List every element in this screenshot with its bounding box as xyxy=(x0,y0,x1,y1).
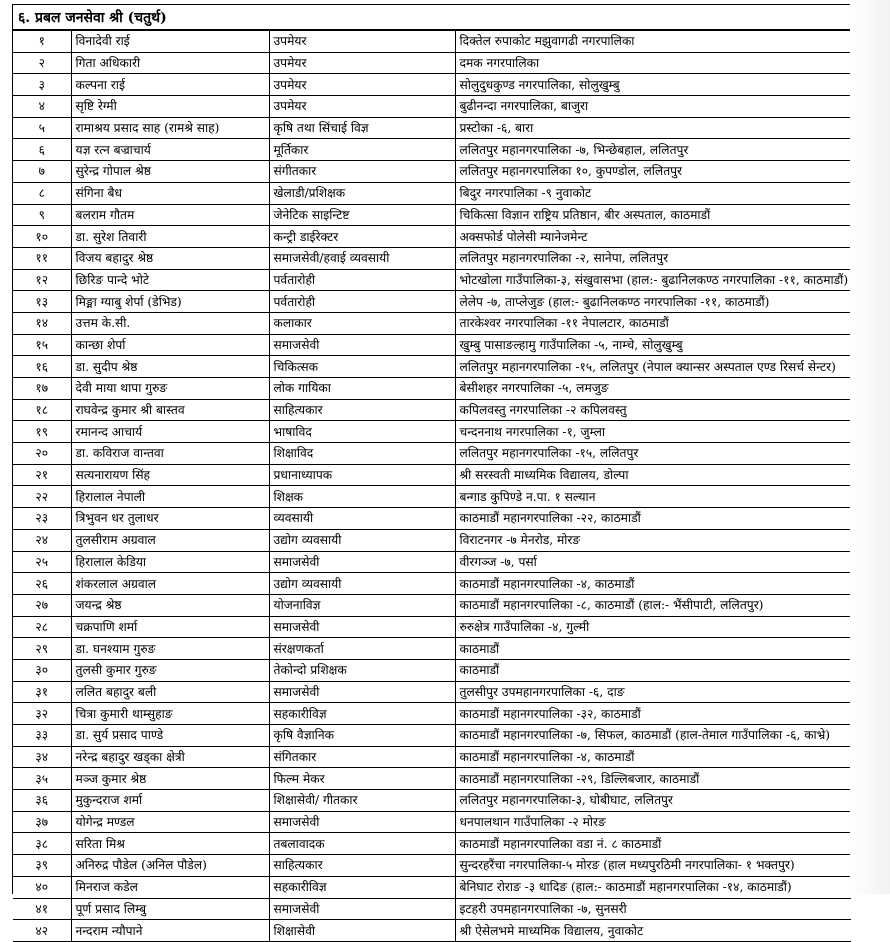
profession-cell: शिक्षासेवी/ गीतकार xyxy=(269,790,455,812)
recipient-name-cell: मञ्ज कुमार श्रेष्ठ xyxy=(71,768,269,790)
recipient-name-cell: नरेन्द्र बहादुर खड्का क्षेत्री xyxy=(71,746,269,768)
table-row xyxy=(13,334,851,356)
serial-number-cell: ३१ xyxy=(13,681,71,703)
page-shadow xyxy=(850,0,890,894)
recipient-name-cell: डा. सुर्य प्रसाद पाण्डे xyxy=(71,725,269,747)
recipient-name-cell: तुलसीराम अग्रवाल xyxy=(71,529,269,551)
profession-cell: पर्वतारोही xyxy=(269,291,455,313)
serial-number-cell: १० xyxy=(13,226,71,248)
address-cell: भोटखोला गाउँपालिका-३, संखुवासभा (हाल:- बुढानिलकण्ठ नगरपालिका -११, काठमाडौं) xyxy=(455,269,851,291)
address-cell: लेलेप -७, ताप्लेजुङ (हाल:- बुढानिलकण्ठ नगरपालिका -११, काठमाडौं) xyxy=(455,291,851,313)
table-row xyxy=(13,898,851,920)
serial-number-cell: ७ xyxy=(13,161,71,183)
table-row xyxy=(13,226,851,248)
profession-cell: समाजसेवी/हवाई व्यवसायी xyxy=(269,247,455,269)
recipient-name-cell: सत्यनारायण सिंह xyxy=(71,464,269,486)
profession-cell: समाजसेवी xyxy=(269,334,455,356)
table-row xyxy=(13,96,851,118)
profession-cell: लोक गायिका xyxy=(269,378,455,400)
serial-number-cell: ३६ xyxy=(13,790,71,812)
serial-number-cell: २५ xyxy=(13,551,71,573)
table-row xyxy=(13,31,851,53)
serial-number-cell: १६ xyxy=(13,356,71,378)
recipient-name-cell: त्रिभुवन धर तुलाधर xyxy=(71,508,269,530)
profession-cell: उपमेयर xyxy=(269,52,455,74)
table-row xyxy=(13,291,851,313)
profession-cell: कृषि तथा सिंचाई विज्ञ xyxy=(269,117,455,139)
serial-number-cell: ३८ xyxy=(13,833,71,855)
address-cell: ललितपुर महानगरपालिका -७, भिन्छेबहाल, ललितपुर xyxy=(455,139,851,161)
table-row xyxy=(13,594,851,616)
profession-cell: प्रधानाध्यापक xyxy=(269,464,455,486)
recipient-name-cell: हिरालाल नेपाली xyxy=(71,486,269,508)
recipient-name-cell: अनिरुद्र पौडेल (अनिल पौडेल) xyxy=(71,855,269,877)
profession-cell: व्यवसायी xyxy=(269,508,455,530)
section-title: ६. प्रबल जनसेवा श्री (चतुर्थ) xyxy=(13,4,851,30)
serial-number-cell: २३ xyxy=(13,508,71,530)
address-cell: दमक नगरपालिका xyxy=(455,52,851,74)
serial-number-cell: ३ xyxy=(13,74,71,96)
profession-cell: उद्योग व्यवसायी xyxy=(269,529,455,551)
profession-cell: उपमेयर xyxy=(269,74,455,96)
profession-cell: उपमेयर xyxy=(269,31,455,53)
address-cell: काठमाडौं महानगरपालिका -२९, डिल्लिबजार, काठमाडौं xyxy=(455,768,851,790)
address-cell: बेनिघाट रोराङ -३ धादिङ (हाल:- काठमाडौं महानगरपालिका -१४, काठमाडौं) xyxy=(455,876,851,898)
serial-number-cell: २६ xyxy=(13,573,71,595)
table-row xyxy=(13,508,851,530)
profession-cell: समाजसेवी xyxy=(269,898,455,920)
serial-number-cell: ३४ xyxy=(13,746,71,768)
recipient-name-cell: चक्रपाणि शर्मा xyxy=(71,616,269,638)
address-cell: श्री ऐसेलभमे माध्यमिक विद्यालय, नुवाकोट xyxy=(455,920,851,942)
profession-cell: समाजसेवी xyxy=(269,616,455,638)
table-row xyxy=(13,855,851,877)
table-row xyxy=(13,204,851,226)
recipient-name-cell: सृष्टि रेग्मी xyxy=(71,96,269,118)
serial-number-cell: १८ xyxy=(13,399,71,421)
profession-cell: कलाकार xyxy=(269,312,455,334)
recipient-name-cell: योगेन्द्र मण्डल xyxy=(71,811,269,833)
address-cell: सुन्दरहरैंचा नगरपालिका-५ मोरङ (हाल मध्यपुरठिमी नगरपालिका- १ भक्तपुर) xyxy=(455,855,851,877)
address-cell: चिकित्सा विज्ञान राष्ट्रिय प्रतिष्ठान, बीर अस्पताल, काठमाडौं xyxy=(455,204,851,226)
address-cell: ललितपुर महानगरपालिका १०, कुपण्डोल, ललितपुर xyxy=(455,161,851,183)
serial-number-cell: ३२ xyxy=(13,703,71,725)
table-row xyxy=(13,746,851,768)
table-row xyxy=(13,161,851,183)
serial-number-cell: २९ xyxy=(13,638,71,660)
serial-number-cell: ८ xyxy=(13,182,71,204)
table-row xyxy=(13,247,851,269)
address-cell: ललितपुर महानगरपालिका -२, सानेपा, ललितपुर xyxy=(455,247,851,269)
table-row xyxy=(13,182,851,204)
table-row xyxy=(13,443,851,465)
table-row xyxy=(13,529,851,551)
recipient-name-cell: मुकुन्दराज शर्मा xyxy=(71,790,269,812)
table-row xyxy=(13,768,851,790)
serial-number-cell: ३९ xyxy=(13,855,71,877)
serial-number-cell: १७ xyxy=(13,378,71,400)
profession-cell: समाजसेवी xyxy=(269,811,455,833)
recipient-name-cell: कल्पना राई xyxy=(71,74,269,96)
address-cell: प्रस्टोका -६, बारा xyxy=(455,117,851,139)
table-row xyxy=(13,790,851,812)
recipient-name-cell: संगिना बैध xyxy=(71,182,269,204)
address-cell: ललितपुर महानगरपालिका -१५, ललितपुर xyxy=(455,443,851,465)
table-row xyxy=(13,833,851,855)
recipient-name-cell: कान्छा शेर्पा xyxy=(71,334,269,356)
serial-number-cell: ४० xyxy=(13,876,71,898)
address-cell: ललितपुर महानगरपालिका -१५, ललितपुर (नेपाल क्यान्सर अस्पताल एण्ड रिसर्च सेन्टर) xyxy=(455,356,851,378)
table-row xyxy=(13,638,851,660)
recipient-name-cell: तुलसी कुमार गुरुङ xyxy=(71,659,269,681)
profession-cell: उपमेयर xyxy=(269,96,455,118)
recipient-name-cell: राघवेन्द्र कुमार श्री बास्तव xyxy=(71,399,269,421)
table-row xyxy=(13,681,851,703)
address-cell: काठमाडौं महानगरपालिका -३२, काठमाडौं xyxy=(455,703,851,725)
table-row xyxy=(13,378,851,400)
address-cell: अक्सफोर्ड पोलेसी म्यानेजमेन्ट xyxy=(455,226,851,248)
serial-number-cell: २ xyxy=(13,52,71,74)
serial-number-cell: ३० xyxy=(13,659,71,681)
profession-cell: सहकारीविज्ञ xyxy=(269,703,455,725)
profession-cell: तबलावादक xyxy=(269,833,455,855)
profession-cell: साहित्यकार xyxy=(269,399,455,421)
profession-cell: शिक्षाविद xyxy=(269,443,455,465)
serial-number-cell: १४ xyxy=(13,312,71,334)
profession-cell: भाषाविद xyxy=(269,421,455,443)
recipient-name-cell: गिता अधिकारी xyxy=(71,52,269,74)
serial-number-cell: १ xyxy=(13,31,71,53)
serial-number-cell: १९ xyxy=(13,421,71,443)
address-cell: काठमाडौं महानगरपालिका -८, काठमाडौं (हाल:- भैंसीपाटी, ललितपुर) xyxy=(455,594,851,616)
address-cell: रुरुक्षेत्र गाउँपालिका -४, गुल्मी xyxy=(455,616,851,638)
recipient-name-cell: छिरिङ पान्दे भोटे xyxy=(71,269,269,291)
profession-cell: कृषि वैज्ञानिक xyxy=(269,725,455,747)
address-cell: तारकेश्वर नगरपालिका -११ नेपालटार, काठमाडौं xyxy=(455,312,851,334)
recipient-name-cell: चित्रा कुमारी थाम्सुहाङ xyxy=(71,703,269,725)
recipient-name-cell: विजय बहादुर श्रेष्ठ xyxy=(71,247,269,269)
table-row xyxy=(13,703,851,725)
profession-cell: साहित्यकार xyxy=(269,855,455,877)
table-row xyxy=(13,464,851,486)
table-row xyxy=(13,551,851,573)
profession-cell: संगितकार xyxy=(269,746,455,768)
address-cell: बिदुर नगरपालिका -९ नुवाकोट xyxy=(455,182,851,204)
address-cell: दिक्तेल रुपाकोट मझुवागढी नगरपालिका xyxy=(455,31,851,53)
profession-cell: खेलाडी/प्रशिक्षक xyxy=(269,182,455,204)
table-row xyxy=(13,117,851,139)
recipient-name-cell: डा. घनश्याम गुरुङ xyxy=(71,638,269,660)
address-cell: काठमाडौं xyxy=(455,659,851,681)
table-row xyxy=(13,573,851,595)
recipient-name-cell: यज्ञ रत्न बज्राचार्य xyxy=(71,139,269,161)
address-cell: सोलुदुधकुण्ड नगरपालिका, सोलुखुम्बु xyxy=(455,74,851,96)
serial-number-cell: २८ xyxy=(13,616,71,638)
recipient-name-cell: रमानन्द आचार्य xyxy=(71,421,269,443)
serial-number-cell: ३७ xyxy=(13,811,71,833)
table-row xyxy=(13,52,851,74)
serial-number-cell: ४१ xyxy=(13,898,71,920)
address-cell: चन्दननाथ नगरपालिका -१, जुम्ला xyxy=(455,421,851,443)
recipient-name-cell: सरिता मिश्र xyxy=(71,833,269,855)
table-row xyxy=(13,139,851,161)
profession-cell: मूर्तिकार xyxy=(269,139,455,161)
address-cell: काठमाडौं महानगरपालिका -७, सिफल, काठमाडौं (हाल-तेमाल गाउँपालिका -६, काभ्रे) xyxy=(455,725,851,747)
serial-number-cell: ३५ xyxy=(13,768,71,790)
recipient-name-cell: मिङ्मा ग्याबु शेर्पा (डेभिड) xyxy=(71,291,269,313)
serial-number-cell: १३ xyxy=(13,291,71,313)
profession-cell: सहकारीविज्ञ xyxy=(269,876,455,898)
profession-cell: तेकोन्दो प्रशिक्षक xyxy=(269,659,455,681)
profession-cell: योजनाविज्ञ xyxy=(269,594,455,616)
serial-number-cell: ५ xyxy=(13,117,71,139)
profession-cell: शिक्षक xyxy=(269,486,455,508)
serial-number-cell: ४२ xyxy=(13,920,71,942)
address-cell: श्री सरस्वती माध्यमिक विद्यालय, डोल्पा xyxy=(455,464,851,486)
profession-cell: समाजसेवी xyxy=(269,681,455,703)
serial-number-cell: ९ xyxy=(13,204,71,226)
address-cell: वीरगञ्ज -७, पर्सा xyxy=(455,551,851,573)
recipient-name-cell: सुरेन्द्र गोपाल श्रेष्ठ xyxy=(71,161,269,183)
address-cell: बन्गाड कुपिण्डे न.पा. १ सल्यान xyxy=(455,486,851,508)
profession-cell: संगीतकार xyxy=(269,161,455,183)
address-cell: खुम्बु पासाङल्हामु गाउँपालिका -५, नाम्चे, सोलुखुम्बु xyxy=(455,334,851,356)
serial-number-cell: २१ xyxy=(13,464,71,486)
address-cell: काठमाडौं महानगरपालिका -२२, काठमाडौं xyxy=(455,508,851,530)
profession-cell: उद्योग व्यवसायी xyxy=(269,573,455,595)
serial-number-cell: २२ xyxy=(13,486,71,508)
address-cell: बेसीशहर नगरपालिका -५, लमजुङ xyxy=(455,378,851,400)
serial-number-cell: २४ xyxy=(13,529,71,551)
table-row xyxy=(13,399,851,421)
recipient-name-cell: पूर्ण प्रसाद लिम्बु xyxy=(71,898,269,920)
table-row xyxy=(13,616,851,638)
serial-number-cell: ११ xyxy=(13,247,71,269)
document-page xyxy=(12,4,852,938)
serial-number-cell: ४ xyxy=(13,96,71,118)
table-row xyxy=(13,269,851,291)
recipient-name-cell: ललित बहादुर बली xyxy=(71,681,269,703)
table-row xyxy=(13,421,851,443)
profession-cell: पर्वतारोही xyxy=(269,269,455,291)
profession-cell: संरक्षणकर्ता xyxy=(269,638,455,660)
address-cell: ललितपुर महानगरपालिका-३, घोबीघाट, ललितपुर xyxy=(455,790,851,812)
serial-number-cell: ३३ xyxy=(13,725,71,747)
address-cell: कपिलवस्तु नगरपालिका -२ कपिलवस्तु xyxy=(455,399,851,421)
address-cell: काठमाडौं महानगरपालिका -४, काठमाडौं xyxy=(455,573,851,595)
recipient-name-cell: रामाश्रय प्रसाद साह (रामश्रे साह) xyxy=(71,117,269,139)
recipient-name-cell: डा. कविराज वान्तवा xyxy=(71,443,269,465)
address-cell: विराटनगर -७ मेनरोड, मोरङ xyxy=(455,529,851,551)
serial-number-cell: १२ xyxy=(13,269,71,291)
profession-cell: कन्ट्री डाईरेक्टर xyxy=(269,226,455,248)
profession-cell: समाजसेवी xyxy=(269,551,455,573)
table-row xyxy=(13,312,851,334)
recipient-name-cell: नन्दराम न्यौपाने xyxy=(71,920,269,942)
recipient-name-cell: शंकरलाल अग्रवाल xyxy=(71,573,269,595)
recipient-name-cell: हिरालाल केडिया xyxy=(71,551,269,573)
table-row xyxy=(13,811,851,833)
address-cell: बुढीनन्दा नगरपालिका, बाजुरा xyxy=(455,96,851,118)
serial-number-cell: ६ xyxy=(13,139,71,161)
serial-number-cell: २० xyxy=(13,443,71,465)
address-cell: काठमाडौं महानगरपालिका -४, काठमाडौं xyxy=(455,746,851,768)
recipient-name-cell: उत्तम के.सी. xyxy=(71,312,269,334)
table-row xyxy=(13,659,851,681)
profession-cell: शिक्षासेवी xyxy=(269,920,455,942)
awardee-table xyxy=(13,30,851,942)
recipient-name-cell: डा. सुदीप श्रेष्ठ xyxy=(71,356,269,378)
recipient-name-cell: देवी माया थापा गुरुङ xyxy=(71,378,269,400)
recipient-name-cell: मिनराज कडेल xyxy=(71,876,269,898)
table-row xyxy=(13,356,851,378)
table-row xyxy=(13,725,851,747)
recipient-name-cell: डा. सुरेश तिवारी xyxy=(71,226,269,248)
recipient-name-cell: विनादेवी राई xyxy=(71,31,269,53)
address-cell: काठमाडौं xyxy=(455,638,851,660)
profession-cell: फिल्म मेकर xyxy=(269,768,455,790)
table-row xyxy=(13,920,851,942)
profession-cell: चिकित्सक xyxy=(269,356,455,378)
table-row xyxy=(13,74,851,96)
address-cell: धनपालथान गाउँपालिका -२ मोरङ xyxy=(455,811,851,833)
profession-cell: जेनेटिक साइन्टिष्ट xyxy=(269,204,455,226)
recipient-name-cell: बलराम गौतम xyxy=(71,204,269,226)
table-row xyxy=(13,486,851,508)
table-row xyxy=(13,876,851,898)
serial-number-cell: १५ xyxy=(13,334,71,356)
address-cell: इटहरी उपमहानगरपालिका -७, सुनसरी xyxy=(455,898,851,920)
address-cell: काठमाडौं महानगरपालिका वडा नं. ८ काठमाडौं xyxy=(455,833,851,855)
serial-number-cell: २७ xyxy=(13,594,71,616)
recipient-name-cell: जयन्द्र श्रेष्ठ xyxy=(71,594,269,616)
address-cell: तुलसीपुर उपमहानगरपालिका -६, दाङ xyxy=(455,681,851,703)
